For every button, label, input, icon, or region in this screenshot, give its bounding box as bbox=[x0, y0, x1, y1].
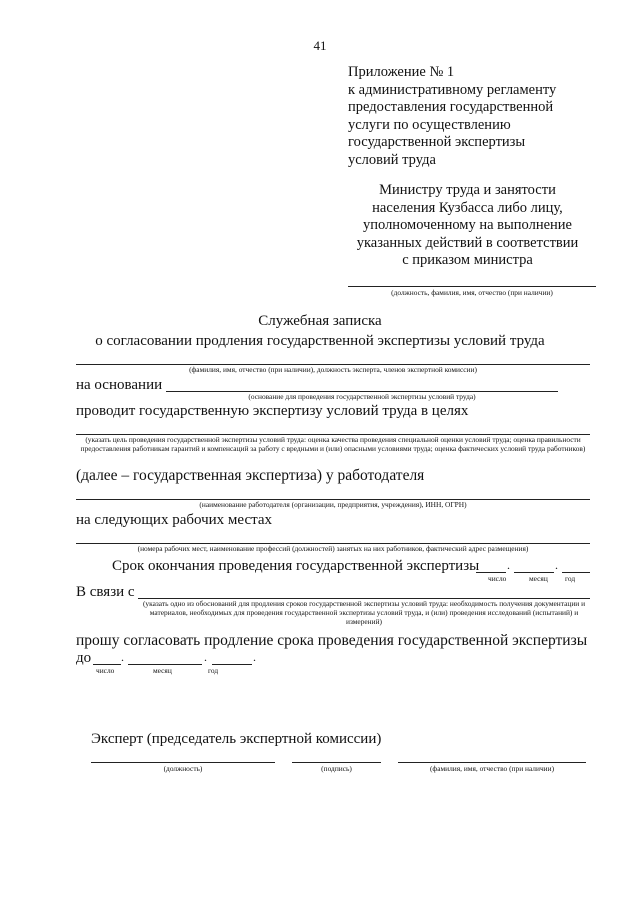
reason-caption: (указать одно из обоснований для продления сроков государственной экспертизы условий труда: необходимость получения документации и материалов, необходимых для проведения государственной экспертизы условий труда, и (или) проведения исследований (испытаний) и измерений) bbox=[142, 599, 586, 626]
memo-title: Служебная записка bbox=[258, 313, 382, 329]
deadline-month-line bbox=[514, 572, 554, 573]
addressee-block bbox=[345, 182, 590, 270]
page-number: 41 bbox=[313, 38, 327, 53]
deadline-text: Срок окончания проведения государственной экспертизы bbox=[112, 558, 480, 574]
request-text: прошу согласовать продление срока проведения государственной экспертизы bbox=[76, 632, 588, 649]
position-caption: (должность) bbox=[163, 764, 203, 773]
until-day-line bbox=[93, 664, 121, 665]
name-caption: (фамилия, имя, отчество (при наличии) bbox=[429, 764, 555, 773]
until-month-caption: месяц bbox=[153, 666, 172, 675]
basis-label: на основании bbox=[76, 377, 163, 393]
basis-caption: (основание для проведения государственной экспертизы условий труда) bbox=[248, 392, 476, 401]
addressee-caption: (должность, фамилия, имя, отчество (при наличии) bbox=[391, 288, 553, 297]
appendix-line: условий труда bbox=[348, 151, 436, 168]
addressee-line: с приказом министра bbox=[402, 252, 533, 268]
date-separator: . bbox=[253, 650, 256, 664]
deadline-month-caption: месяц bbox=[529, 574, 548, 583]
appendix-header bbox=[348, 64, 556, 169]
appendix-line: услуги по осуществлению bbox=[348, 116, 511, 133]
position-fill-line bbox=[91, 762, 275, 763]
appendix-line: Приложение № 1 bbox=[348, 64, 455, 80]
addressee-line: указанных действий в соответствии bbox=[356, 234, 579, 251]
deadline-day-caption: число bbox=[488, 574, 507, 583]
hereinafter-text: (далее – государственная экспертиза) у работодателя bbox=[76, 467, 425, 484]
due-to-label: В связи с bbox=[76, 584, 135, 600]
deadline-year-line bbox=[562, 572, 590, 573]
memo-subtitle: о согласовании продления государственной экспертизы условий труда bbox=[95, 333, 545, 349]
deadline-year-caption: год bbox=[565, 574, 576, 583]
expert-caption: (фамилия, имя, отчество (при наличии), должность эксперта, членов экспертной комиссии) bbox=[189, 365, 477, 374]
appendix-line: государственной экспертизы bbox=[348, 134, 526, 150]
addressee-fill-line bbox=[348, 286, 596, 287]
until-year-line bbox=[212, 664, 252, 665]
addressee-line: населения Кузбасса либо лицу, bbox=[372, 199, 563, 216]
signature-label: Эксперт (председатель экспертной комиссии) bbox=[91, 731, 382, 747]
conducts-text: проводит государственную экспертизу условий труда в целях bbox=[76, 403, 469, 419]
until-month-line bbox=[128, 664, 202, 665]
addressee-line: уполномоченному на выполнение bbox=[363, 217, 572, 233]
until-label: до bbox=[76, 650, 92, 666]
purpose-caption: (указать цель проведения государственной экспертизы условий труда: оценка качества проведения специальной оценки условий труда; оценка правильности предоставления работникам гарантий и компенсаций за работу с вредными и (или) опасными условиями труда; оценка фактических условий труда работников) bbox=[80, 435, 586, 453]
employer-caption: (наименование работодателя (организации, предприятия, учреждения), ИНН, ОГРН) bbox=[199, 500, 467, 509]
date-separator: . bbox=[555, 558, 558, 572]
until-day-caption: число bbox=[96, 666, 115, 675]
until-year-caption: год bbox=[208, 666, 219, 675]
signature-caption: (подпись) bbox=[321, 764, 352, 773]
date-separator: . bbox=[121, 650, 124, 664]
date-separator: . bbox=[204, 650, 207, 664]
workplaces-text: на следующих рабочих местах bbox=[76, 512, 273, 528]
appendix-line: к административному регламенту bbox=[348, 81, 557, 98]
signature-fill-line bbox=[292, 762, 381, 763]
appendix-line: предоставления государственной bbox=[348, 99, 554, 115]
workplaces-caption: (номера рабочих мест, наименование профессий (должностей) занятых на них работников, фактический адрес размещения) bbox=[137, 544, 529, 553]
date-separator: . bbox=[507, 558, 510, 572]
name-fill-line bbox=[398, 762, 586, 763]
deadline-day-line bbox=[476, 572, 506, 573]
addressee-line: Министру труда и занятости bbox=[379, 182, 556, 198]
